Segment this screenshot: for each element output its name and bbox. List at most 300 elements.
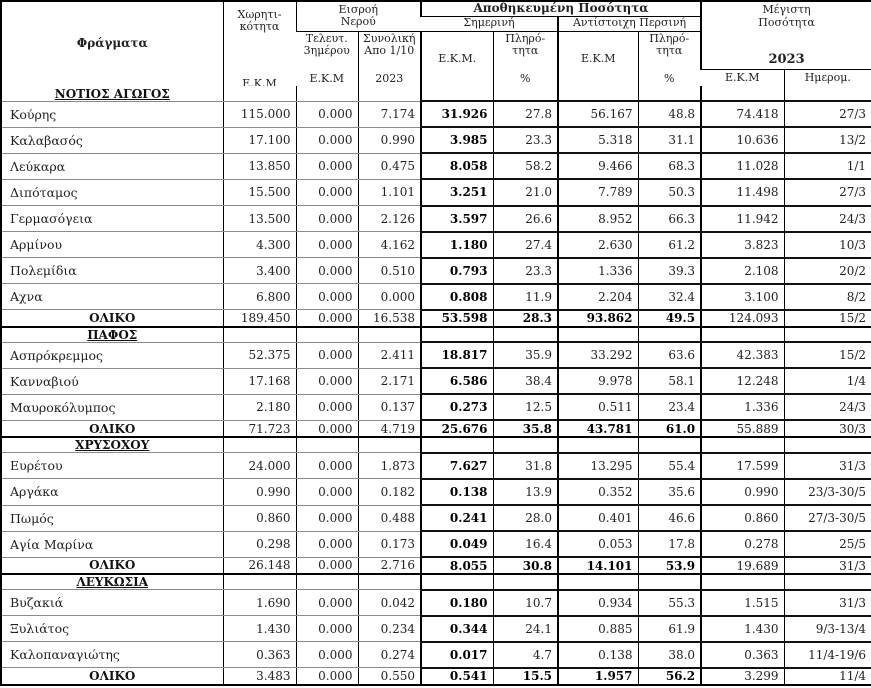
cell-total-maxEkm: 3.299 — [701, 668, 784, 685]
cell-inflowTotal: 0.488 — [358, 505, 421, 531]
cell-lyEkm: 5.318 — [558, 127, 638, 153]
max-title-line2: Ποσότητα — [758, 15, 815, 29]
cell-lyPct: 50.3 — [638, 179, 701, 205]
cell-total-storedEkm: 53.598 — [421, 310, 493, 327]
capacity-label-line2: κότητα — [239, 20, 280, 34]
cell-storedPct: 28.0 — [493, 505, 558, 531]
cell-lyEkm: 9.466 — [558, 153, 638, 179]
cell-maxEkm: 11.942 — [701, 206, 784, 232]
cell-capacity: 17.168 — [223, 368, 296, 394]
cell-total-storedEkm: 25.676 — [421, 420, 493, 437]
table-row — [1, 179, 871, 205]
cell-total-capacity: 71.723 — [223, 420, 296, 437]
cell-empty — [493, 86, 558, 101]
cell-inflowTotal: 1.873 — [358, 453, 421, 479]
cell-lyEkm: 0.511 — [558, 394, 638, 420]
cell-total-lyPct: 61.0 — [638, 420, 701, 437]
cell-dam-name: Καλαβασός — [1, 127, 223, 153]
section-total-row — [1, 668, 871, 685]
cell-inflow3: 0.000 — [296, 342, 358, 368]
cell-inflow3: 0.000 — [296, 232, 358, 258]
col-header-lastyear-fullness — [638, 31, 701, 86]
cell-lyEkm: 0.352 — [558, 479, 638, 505]
cell-lyEkm: 33.292 — [558, 342, 638, 368]
cell-inflow3: 0.000 — [296, 531, 358, 557]
cell-capacity: 0.990 — [223, 479, 296, 505]
group-header-inflow — [296, 1, 421, 31]
cell-storedPct: 58.2 — [493, 153, 558, 179]
cell-empty — [784, 86, 871, 101]
cell-empty — [638, 437, 701, 453]
cell-inflow3: 0.000 — [296, 179, 358, 205]
inflow-3day-line2: 3ημέρου — [303, 44, 350, 58]
capacity-label-line1: Χωρητι- — [237, 7, 282, 21]
inflow-3day-unit: Ε.Κ.Μ — [309, 71, 344, 85]
cell-maxEkm: 10.636 — [701, 127, 784, 153]
cell-inflowTotal: 0.475 — [358, 153, 421, 179]
section-header-row — [1, 574, 871, 590]
cell-inflow3: 0.000 — [296, 453, 358, 479]
cell-empty — [638, 574, 701, 590]
max-title-line1: Μέγιστη — [762, 3, 811, 16]
cell-storedPct: 23.3 — [493, 127, 558, 153]
cell-lyEkm: 0.401 — [558, 505, 638, 531]
cell-total-storedPct: 35.8 — [493, 420, 558, 437]
cell-dam-name: Μαυροκόλυμπος — [1, 394, 223, 420]
cell-capacity: 6.800 — [223, 284, 296, 310]
cell-inflowTotal: 2.411 — [358, 342, 421, 368]
cell-storedEkm: 3.251 — [421, 179, 493, 205]
cell-empty — [558, 437, 638, 453]
cell-storedPct: 24.1 — [493, 616, 558, 642]
cell-storedEkm: 0.180 — [421, 590, 493, 616]
cell-empty — [638, 86, 701, 101]
cell-inflow3: 0.000 — [296, 127, 358, 153]
cell-empty — [223, 327, 296, 343]
cell-total-maxEkm: 124.093 — [701, 310, 784, 327]
cell-empty — [223, 86, 296, 101]
cell-empty — [558, 574, 638, 590]
cell-inflow3: 0.000 — [296, 258, 358, 284]
fullness-line1: Πληρό- — [505, 31, 546, 45]
cell-storedEkm: 0.017 — [421, 642, 493, 668]
cell-empty — [638, 327, 701, 343]
cell-capacity: 0.860 — [223, 505, 296, 531]
col-header-max-date: Ημερομ. — [784, 69, 871, 86]
cell-total-inflow3: 0.000 — [296, 310, 358, 327]
cell-dam-name: Κανναβιού — [1, 368, 223, 394]
cell-maxEkm: 74.418 — [701, 101, 784, 127]
cell-total-capacity: 189.450 — [223, 310, 296, 327]
cell-lyPct: 46.6 — [638, 505, 701, 531]
cell-empty — [701, 327, 784, 343]
cell-total-maxEkm: 19.689 — [701, 557, 784, 574]
cell-maxEkm: 1.336 — [701, 394, 784, 420]
cell-storedPct: 35.9 — [493, 342, 558, 368]
cell-lyEkm: 0.934 — [558, 590, 638, 616]
cell-empty — [223, 437, 296, 453]
cell-maxDate: 11/4-19/6 — [784, 642, 871, 668]
group-header-max — [701, 1, 871, 31]
cell-inflowTotal: 0.042 — [358, 590, 421, 616]
cell-maxEkm: 12.248 — [701, 368, 784, 394]
cell-total-lyEkm: 14.101 — [558, 557, 638, 574]
cell-maxEkm: 0.860 — [701, 505, 784, 531]
cell-lyPct: 61.9 — [638, 616, 701, 642]
section-header-row — [1, 327, 871, 343]
inflow-total-line1: Συνολική — [362, 31, 416, 45]
cell-total-storedPct: 30.8 — [493, 557, 558, 574]
table-row — [1, 232, 871, 258]
cell-inflow3: 0.000 — [296, 394, 358, 420]
cell-total-lyPct: 56.2 — [638, 668, 701, 685]
cell-inflow3: 0.000 — [296, 616, 358, 642]
cell-dam-name: Κούρης — [1, 101, 223, 127]
capacity-unit: Ε.Κ.Μ — [242, 77, 277, 87]
cell-capacity: 115.000 — [223, 101, 296, 127]
cell-lyEkm: 1.336 — [558, 258, 638, 284]
cell-storedEkm: 0.241 — [421, 505, 493, 531]
section-total-row — [1, 310, 871, 327]
cell-storedPct: 4.7 — [493, 642, 558, 668]
cell-dam-name: Αχνα — [1, 284, 223, 310]
cell-storedPct: 13.9 — [493, 479, 558, 505]
cell-empty — [421, 86, 493, 101]
col-header-capacity — [223, 1, 296, 86]
cell-maxEkm: 0.278 — [701, 531, 784, 557]
cell-storedPct: 16.4 — [493, 531, 558, 557]
header-row-1 — [1, 1, 871, 16]
cell-capacity: 13.500 — [223, 206, 296, 232]
cell-lyEkm: 2.204 — [558, 284, 638, 310]
cell-total-inflow3: 0.000 — [296, 420, 358, 437]
cell-total-label: ΟΛΙΚΟ — [1, 310, 223, 327]
cell-maxDate: 23/3-30/5 — [784, 479, 871, 505]
cell-storedPct: 12.5 — [493, 394, 558, 420]
fullness-line2: τητα — [512, 44, 539, 58]
cell-maxEkm: 42.383 — [701, 342, 784, 368]
cell-total-inflowTotal: 16.538 — [358, 310, 421, 327]
cell-capacity: 15.500 — [223, 179, 296, 205]
cell-total-inflow3: 0.000 — [296, 668, 358, 685]
cell-lyPct: 17.8 — [638, 531, 701, 557]
cell-lyEkm: 9.978 — [558, 368, 638, 394]
cell-inflow3: 0.000 — [296, 368, 358, 394]
table-row — [1, 342, 871, 368]
cell-storedPct: 11.9 — [493, 284, 558, 310]
cell-lyPct: 39.3 — [638, 258, 701, 284]
cell-capacity: 1.430 — [223, 616, 296, 642]
cell-empty — [358, 574, 421, 590]
cell-empty — [558, 86, 638, 101]
cell-maxDate: 9/3-13/4 — [784, 616, 871, 642]
cell-empty — [421, 327, 493, 343]
group-header-stored: Αποθηκευμένη Ποσότητα — [421, 1, 701, 16]
cell-dam-name: Αγία Μαρίνα — [1, 531, 223, 557]
cell-storedPct: 26.6 — [493, 206, 558, 232]
cell-storedEkm: 0.808 — [421, 284, 493, 310]
cell-total-label: ΟΛΙΚΟ — [1, 557, 223, 574]
cell-capacity: 13.850 — [223, 153, 296, 179]
cell-inflow3: 0.000 — [296, 505, 358, 531]
cell-capacity: 0.298 — [223, 531, 296, 557]
cell-storedEkm: 3.597 — [421, 206, 493, 232]
fullness-unit-percent: % — [520, 71, 531, 85]
cell-lyPct: 55.4 — [638, 453, 701, 479]
cell-total-capacity: 26.148 — [223, 557, 296, 574]
cell-inflow3: 0.000 — [296, 101, 358, 127]
table-row — [1, 368, 871, 394]
cell-inflow3: 0.000 — [296, 153, 358, 179]
table-body — [1, 86, 871, 685]
cell-empty — [701, 437, 784, 453]
cell-maxDate: 8/2 — [784, 284, 871, 310]
cell-total-maxEkm: 55.889 — [701, 420, 784, 437]
cell-lyEkm: 7.789 — [558, 179, 638, 205]
section-header-row — [1, 86, 871, 101]
cell-maxEkm: 11.028 — [701, 153, 784, 179]
cell-inflow3: 0.000 — [296, 284, 358, 310]
cell-total-storedEkm: 8.055 — [421, 557, 493, 574]
cell-total-lyPct: 49.5 — [638, 310, 701, 327]
cell-empty — [493, 327, 558, 343]
cell-dam-name: Αργάκα — [1, 479, 223, 505]
col-header-today-ekm: Ε.Κ.Μ. — [421, 31, 493, 86]
cell-empty — [358, 86, 421, 101]
cell-dam-name: Πωμός — [1, 505, 223, 531]
cell-lyEkm: 0.053 — [558, 531, 638, 557]
cell-lyEkm: 56.167 — [558, 101, 638, 127]
cell-lyPct: 31.1 — [638, 127, 701, 153]
cell-total-lyEkm: 93.862 — [558, 310, 638, 327]
cell-storedEkm: 6.586 — [421, 368, 493, 394]
cell-inflowTotal: 0.274 — [358, 642, 421, 668]
cell-total-label: ΟΛΙΚΟ — [1, 420, 223, 437]
cell-lyPct: 38.0 — [638, 642, 701, 668]
cell-total-storedEkm: 0.541 — [421, 668, 493, 685]
table-row — [1, 479, 871, 505]
cell-dam-name: Πολεμίδια — [1, 258, 223, 284]
cell-total-storedPct: 15.5 — [493, 668, 558, 685]
section-total-row — [1, 420, 871, 437]
table-row — [1, 505, 871, 531]
cell-dam-name: Αρμίνου — [1, 232, 223, 258]
table-row — [1, 642, 871, 668]
cell-storedEkm: 18.817 — [421, 342, 493, 368]
cell-maxEkm: 0.363 — [701, 642, 784, 668]
cell-maxDate: 20/2 — [784, 258, 871, 284]
cell-maxEkm: 3.823 — [701, 232, 784, 258]
cell-section-name: ΧΡΥΣΟΧΟΥ — [1, 437, 223, 453]
cell-inflowTotal: 1.101 — [358, 179, 421, 205]
cell-empty — [784, 437, 871, 453]
table-row — [1, 258, 871, 284]
cell-dam-name: Καλοπαναγιώτης — [1, 642, 223, 668]
cell-capacity: 0.363 — [223, 642, 296, 668]
cell-storedEkm: 3.985 — [421, 127, 493, 153]
cell-maxEkm: 1.515 — [701, 590, 784, 616]
cell-empty — [296, 86, 358, 101]
cell-maxEkm: 1.430 — [701, 616, 784, 642]
cell-inflowTotal: 2.126 — [358, 206, 421, 232]
cell-storedEkm: 0.138 — [421, 479, 493, 505]
cell-lyPct: 68.3 — [638, 153, 701, 179]
cell-storedEkm: 8.058 — [421, 153, 493, 179]
table-row — [1, 153, 871, 179]
cell-maxDate: 31/3 — [784, 453, 871, 479]
cell-inflowTotal: 0.000 — [358, 284, 421, 310]
cell-lyPct: 66.3 — [638, 206, 701, 232]
cell-inflowTotal: 0.173 — [358, 531, 421, 557]
cell-capacity: 2.180 — [223, 394, 296, 420]
cell-lyPct: 58.1 — [638, 368, 701, 394]
cell-dam-name: Λεύκαρα — [1, 153, 223, 179]
cell-maxEkm: 3.100 — [701, 284, 784, 310]
table-row — [1, 101, 871, 127]
cell-maxDate: 25/5 — [784, 531, 871, 557]
cell-empty — [701, 574, 784, 590]
cell-section-name: ΛΕΥΚΩΣΙΑ — [1, 574, 223, 590]
cell-total-lyEkm: 1.957 — [558, 668, 638, 685]
cell-lyEkm: 8.952 — [558, 206, 638, 232]
cell-dam-name: Βυζακιά — [1, 590, 223, 616]
inflow-title-line1: Εισροή — [338, 2, 379, 16]
subgroup-header-today: Σημερινή — [421, 16, 558, 31]
cell-storedPct: 31.8 — [493, 453, 558, 479]
cell-storedPct: 23.3 — [493, 258, 558, 284]
cell-total-inflowTotal: 2.716 — [358, 557, 421, 574]
cell-storedPct: 38.4 — [493, 368, 558, 394]
cell-maxEkm: 2.108 — [701, 258, 784, 284]
cell-storedEkm: 0.049 — [421, 531, 493, 557]
cell-inflowTotal: 0.510 — [358, 258, 421, 284]
cell-empty — [701, 86, 784, 101]
cell-lyPct: 63.6 — [638, 342, 701, 368]
cell-capacity: 52.375 — [223, 342, 296, 368]
cell-empty — [421, 437, 493, 453]
cell-storedEkm: 1.180 — [421, 232, 493, 258]
table-header — [1, 1, 871, 86]
cell-capacity: 17.100 — [223, 127, 296, 153]
cell-maxDate: 27/3 — [784, 179, 871, 205]
cell-lyPct: 32.4 — [638, 284, 701, 310]
cell-total-lyEkm: 43.781 — [558, 420, 638, 437]
cell-maxDate: 1/1 — [784, 153, 871, 179]
cell-total-maxDate: 30/3 — [784, 420, 871, 437]
col-header-max-ekm: Ε.Κ.Μ — [725, 70, 760, 84]
cell-inflowTotal: 2.171 — [358, 368, 421, 394]
table-row — [1, 127, 871, 153]
cell-empty — [296, 327, 358, 343]
subgroup-header-lastyear: Αντίστοιχη Περσινή — [558, 16, 701, 31]
cell-capacity: 24.000 — [223, 453, 296, 479]
col-header-inflow-3day — [296, 31, 358, 86]
col-header-today-fullness — [493, 31, 558, 86]
cell-total-inflowTotal: 0.550 — [358, 668, 421, 685]
cell-lyPct: 61.2 — [638, 232, 701, 258]
cell-dam-name: Διπόταμος — [1, 179, 223, 205]
cell-capacity: 4.300 — [223, 232, 296, 258]
cell-inflowTotal: 0.182 — [358, 479, 421, 505]
cell-total-maxDate: 11/4 — [784, 668, 871, 685]
table-row — [1, 531, 871, 557]
cell-total-lyPct: 53.9 — [638, 557, 701, 574]
section-header-row — [1, 437, 871, 453]
cell-empty — [493, 574, 558, 590]
cell-lyEkm: 2.630 — [558, 232, 638, 258]
cell-total-inflow3: 0.000 — [296, 557, 358, 574]
cell-empty — [493, 437, 558, 453]
inflow-3day-line1: Τελευτ. — [305, 31, 348, 45]
cell-storedEkm: 31.926 — [421, 101, 493, 127]
cell-maxEkm: 11.498 — [701, 179, 784, 205]
cell-inflowTotal: 4.162 — [358, 232, 421, 258]
fullness-line2: τητα — [656, 44, 683, 58]
table-row — [1, 284, 871, 310]
cell-maxEkm: 0.990 — [701, 479, 784, 505]
cell-storedPct: 27.8 — [493, 101, 558, 127]
cell-section-name: ΝΟΤΙΟΣ ΑΓΩΓΟΣ — [1, 86, 223, 101]
cell-lyPct: 35.6 — [638, 479, 701, 505]
cell-maxDate: 15/2 — [784, 342, 871, 368]
cell-inflow3: 0.000 — [296, 206, 358, 232]
cell-dam-name: Γερμασόγεια — [1, 206, 223, 232]
cell-maxDate: 1/4 — [784, 368, 871, 394]
cell-section-name: ΠΑΦΟΣ — [1, 327, 223, 343]
cell-lyPct: 23.4 — [638, 394, 701, 420]
cell-storedEkm: 0.793 — [421, 258, 493, 284]
table-row — [1, 590, 871, 616]
cell-lyEkm: 0.138 — [558, 642, 638, 668]
fullness-unit-percent: % — [664, 71, 675, 85]
cell-storedPct: 10.7 — [493, 590, 558, 616]
cell-lyPct: 55.3 — [638, 590, 701, 616]
cell-total-storedPct: 28.3 — [493, 310, 558, 327]
cell-total-maxDate: 31/3 — [784, 557, 871, 574]
cell-inflowTotal: 0.137 — [358, 394, 421, 420]
cell-inflowTotal: 7.174 — [358, 101, 421, 127]
col-header-inflow-total — [358, 31, 421, 86]
cell-empty — [784, 574, 871, 590]
cell-lyEkm: 13.295 — [558, 453, 638, 479]
cell-maxDate: 27/3-30/5 — [784, 505, 871, 531]
cell-inflow3: 0.000 — [296, 479, 358, 505]
cell-lyPct: 48.8 — [638, 101, 701, 127]
cell-inflow3: 0.000 — [296, 590, 358, 616]
cell-maxEkm: 17.599 — [701, 453, 784, 479]
cell-inflowTotal: 0.990 — [358, 127, 421, 153]
cell-capacity: 1.690 — [223, 590, 296, 616]
cell-capacity: 3.400 — [223, 258, 296, 284]
cell-dam-name: Ευρέτου — [1, 453, 223, 479]
cell-maxDate: 27/3 — [784, 101, 871, 127]
cell-empty — [358, 327, 421, 343]
cell-maxDate: 13/2 — [784, 127, 871, 153]
cell-empty — [296, 437, 358, 453]
inflow-total-unit: 2023 — [375, 71, 404, 85]
cell-total-label: ΟΛΙΚΟ — [1, 668, 223, 685]
col-header-lastyear-ekm: Ε.Κ.Μ — [558, 31, 638, 86]
cell-empty — [223, 574, 296, 590]
section-total-row — [1, 557, 871, 574]
fullness-line1: Πληρό- — [649, 31, 690, 45]
cell-lyEkm: 0.885 — [558, 616, 638, 642]
table-row — [1, 616, 871, 642]
cell-maxDate: 24/3 — [784, 394, 871, 420]
table-row — [1, 206, 871, 232]
inflow-total-line2: Απο 1/10 — [364, 44, 415, 58]
table-row — [1, 453, 871, 479]
